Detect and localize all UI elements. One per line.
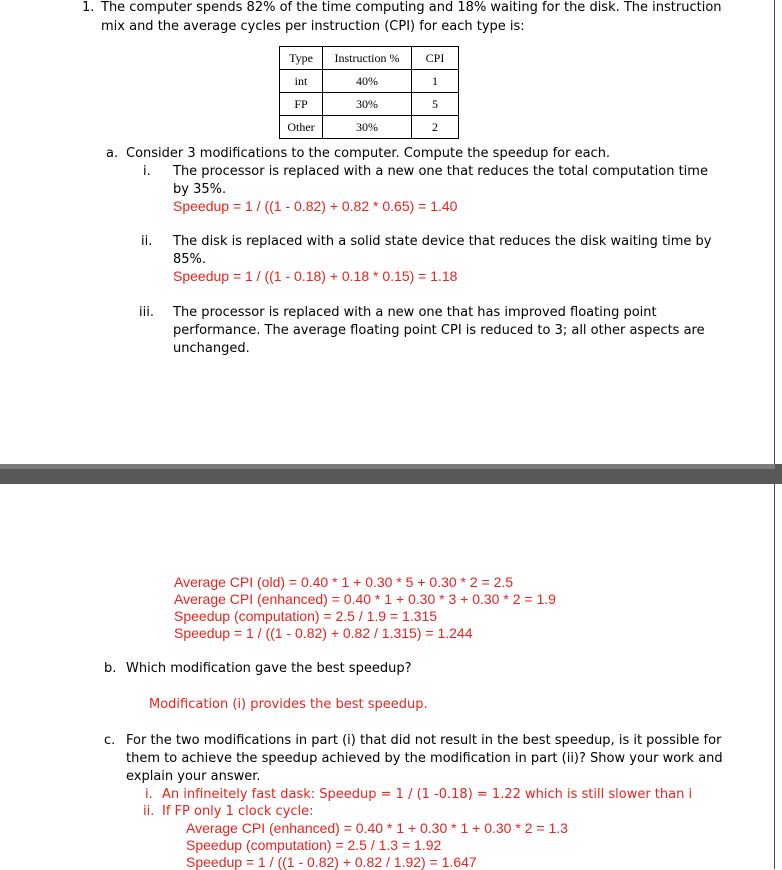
answer-text: Speedup (computation) = 2.5 / 1.9 = 1.315 bbox=[174, 608, 438, 624]
answer-text: Average CPI (enhanced) = 0.40 * 1 + 0.30 * 3 + 0.30 * 2 = 1.9 bbox=[174, 591, 556, 607]
table-cell: 30% bbox=[323, 116, 412, 139]
item-marker: ii. bbox=[143, 804, 155, 819]
part-a-marker: a. bbox=[106, 146, 119, 161]
item-marker: iii. bbox=[139, 305, 154, 320]
table-cell: 40% bbox=[323, 70, 412, 93]
answer-text: Speedup = 1 / ((1 - 0.82) + 0.82 / 1.92) = 1.647 bbox=[186, 854, 477, 870]
part-c-text-line-2: them to achieve the speedup achieved by the modification in part (ii)? Show your work and bbox=[126, 751, 723, 766]
part-a-text: Consider 3 modifications to the computer. Compute the speedup for each. bbox=[126, 146, 611, 161]
part-b-text: Which modification gave the best speedup? bbox=[126, 661, 412, 676]
item-text-line-3: unchanged. bbox=[173, 341, 250, 356]
item-marker: ii. bbox=[141, 234, 153, 249]
question-number: 1. bbox=[82, 0, 95, 15]
part-b-marker: b. bbox=[104, 661, 117, 676]
answer-text: Average CPI (old) = 0.40 * 1 + 0.30 * 5 + 0.30 * 2 = 2.5 bbox=[174, 574, 514, 590]
table-header-cell: Instruction % bbox=[323, 47, 412, 70]
answer-text: If FP only 1 clock cycle: bbox=[162, 804, 314, 819]
page-edge bbox=[774, 0, 775, 464]
item-text-line-2: 85%. bbox=[173, 252, 207, 267]
question-text-line-2: mix and the average cycles per instruction (CPI) for each type is: bbox=[101, 19, 525, 34]
table-cell: 30% bbox=[323, 93, 412, 116]
part-c-text-line-3: explain your answer. bbox=[126, 769, 261, 784]
answer-text: Speedup = 1 / ((1 - 0.82) + 0.82 / 1.315) = 1.244 bbox=[174, 625, 473, 641]
table-header-cell: CPI bbox=[412, 47, 459, 70]
question-text-line-1: The computer spends 82% of the time computing and 18% waiting for the disk. The instruction bbox=[101, 0, 722, 15]
instruction-mix-table bbox=[279, 46, 459, 139]
table-cell: 5 bbox=[412, 93, 459, 116]
item-text-line-1: The processor is replaced with a new one that has improved floating point bbox=[173, 305, 657, 320]
table-row bbox=[280, 116, 459, 139]
table-cell: FP bbox=[280, 93, 323, 116]
item-text-line-2: by 35%. bbox=[173, 182, 227, 197]
table-row bbox=[280, 70, 459, 93]
item-marker: i. bbox=[145, 787, 153, 802]
answer-text: Speedup (computation) = 2.5 / 1.3 = 1.92 bbox=[186, 837, 442, 853]
table-cell: 2 bbox=[412, 116, 459, 139]
item-text-line-1: The disk is replaced with a solid state device that reduces the disk waiting time by bbox=[173, 234, 712, 249]
page-break bbox=[0, 464, 782, 484]
item-text-line-1: The processor is replaced with a new one that reduces the total computation time bbox=[173, 164, 708, 179]
part-c-text-line-1: For the two modifications in part (i) that did not result in the best speedup, is it possible for bbox=[126, 733, 722, 748]
answer-text: Average CPI (enhanced) = 0.40 * 1 + 0.30 * 1 + 0.30 * 2 = 1.3 bbox=[186, 820, 568, 836]
table-cell: int bbox=[280, 70, 323, 93]
table-row bbox=[280, 93, 459, 116]
answer-text: Speedup = 1 / ((1 - 0.82) + 0.82 * 0.65) = 1.40 bbox=[173, 198, 458, 214]
table-header-row bbox=[280, 47, 459, 70]
item-text-line-2: performance. The average floating point CPI is reduced to 3; all other aspects are bbox=[173, 323, 705, 338]
part-c-marker: c. bbox=[104, 733, 116, 748]
page-edge bbox=[774, 484, 775, 869]
table-cell: Other bbox=[280, 116, 323, 139]
table-cell: 1 bbox=[412, 70, 459, 93]
answer-text: Modification (i) provides the best speedup. bbox=[149, 697, 428, 712]
answer-text: Speedup = 1 / ((1 - 0.18) + 0.18 * 0.15) = 1.18 bbox=[173, 268, 458, 284]
table-header-cell: Type bbox=[280, 47, 323, 70]
item-marker: i. bbox=[143, 164, 151, 179]
answer-text: An infineitely fast dask: Speedup = 1 / (1 -0.18) = 1.22 which is still slower than i bbox=[162, 787, 693, 802]
